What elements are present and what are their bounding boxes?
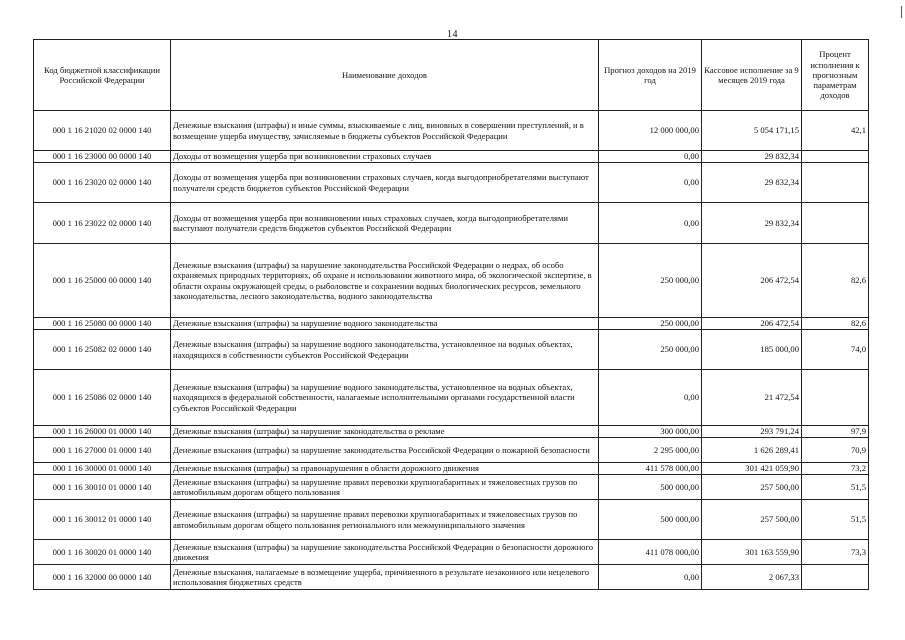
row-code: 000 1 16 30000 01 0000 140 bbox=[34, 463, 171, 475]
row-code: 000 1 16 23020 02 0000 140 bbox=[34, 163, 171, 203]
row-forecast: 300 000,00 bbox=[599, 426, 702, 438]
row-forecast: 411 578 000,00 bbox=[599, 463, 702, 475]
row-name: Денежные взыскания (штрафы) за нарушение водного законодательства bbox=[171, 318, 599, 330]
row-code: 000 1 16 25080 00 0000 140 bbox=[34, 318, 171, 330]
row-execution: 29 832,34 bbox=[702, 203, 802, 244]
row-execution: 257 500,00 bbox=[702, 475, 802, 500]
row-forecast: 0,00 bbox=[599, 151, 702, 163]
table-row bbox=[34, 565, 869, 590]
row-code: 000 1 16 25086 02 0000 140 bbox=[34, 370, 171, 426]
row-execution: 185 000,00 bbox=[702, 330, 802, 370]
row-code: 000 1 16 26000 01 0000 140 bbox=[34, 426, 171, 438]
row-name: Денежные взыскания (штрафы) за нарушение законодательства Российской Федерации о пожарной безопасности bbox=[171, 438, 599, 463]
row-forecast: 0,00 bbox=[599, 370, 702, 426]
header-code: Код бюджетной классификации Российской Федерации bbox=[34, 40, 171, 111]
row-percent: 82,6 bbox=[802, 244, 869, 318]
table-row bbox=[34, 463, 869, 475]
table-row bbox=[34, 438, 869, 463]
table-row bbox=[34, 540, 869, 565]
row-execution: 293 791,24 bbox=[702, 426, 802, 438]
row-execution: 29 832,34 bbox=[702, 151, 802, 163]
row-name: Денежные взыскания (штрафы) за нарушение законодательства Российской Федерации о безопасности дорожного движения bbox=[171, 540, 599, 565]
row-execution: 206 472,54 bbox=[702, 318, 802, 330]
table-row bbox=[34, 244, 869, 318]
row-name: Денежные взыскания (штрафы) за нарушение водного законодательства, установленное на водных объектах, находящихся в федеральной собственности, налагаемые исполнительными органами государственной власти субъектов Российской Федерации bbox=[171, 370, 599, 426]
header-forecast: Прогноз доходов на 2019 год bbox=[599, 40, 702, 111]
row-percent: 42,1 bbox=[802, 111, 869, 151]
row-percent: 73,3 bbox=[802, 540, 869, 565]
row-code: 000 1 16 32000 00 0000 140 bbox=[34, 565, 171, 590]
row-code: 000 1 16 23000 00 0000 140 bbox=[34, 151, 171, 163]
row-percent: 82,6 bbox=[802, 318, 869, 330]
row-forecast: 0,00 bbox=[599, 203, 702, 244]
row-percent bbox=[802, 565, 869, 590]
header-name: Наименование доходов bbox=[171, 40, 599, 111]
row-percent: 97,9 bbox=[802, 426, 869, 438]
table-row bbox=[34, 330, 869, 370]
row-percent bbox=[802, 151, 869, 163]
row-name: Денежные взыскания (штрафы) за нарушение правил перевозки крупногабаритных и тяжеловесных грузов по автомобильным дорогам общего пользования регионального или межмуниципального значения bbox=[171, 500, 599, 540]
row-name: Доходы от возмещения ущерба при возникновении страховых случаев, когда выгодоприобретателями выступают получатели средств бюджетов субъектов Российской Федерации bbox=[171, 163, 599, 203]
table-row bbox=[34, 318, 869, 330]
table-row bbox=[34, 370, 869, 426]
row-name: Денежные взыскания (штрафы) за нарушение законодательства о рекламе bbox=[171, 426, 599, 438]
row-percent: 51,5 bbox=[802, 500, 869, 540]
header-execution: Кассовое исполнение за 9 месяцев 2019 года bbox=[702, 40, 802, 111]
revenue-table bbox=[33, 39, 869, 590]
row-percent: 51,5 bbox=[802, 475, 869, 500]
header-percent: Процент исполнения к прогнозным параметрам доходов bbox=[802, 40, 869, 111]
row-forecast: 0,00 bbox=[599, 565, 702, 590]
row-execution: 1 626 289,41 bbox=[702, 438, 802, 463]
row-execution: 206 472,54 bbox=[702, 244, 802, 318]
row-forecast: 250 000,00 bbox=[599, 330, 702, 370]
row-execution: 301 421 059,90 bbox=[702, 463, 802, 475]
row-code: 000 1 16 25000 00 0000 140 bbox=[34, 244, 171, 318]
row-code: 000 1 16 27000 01 0000 140 bbox=[34, 438, 171, 463]
row-name: Денежные взыскания (штрафы) и иные суммы, взыскиваемые с лиц, виновных в совершении преступлений, и в возмещение ущерба имуществу, зачисляемые в бюджеты субъектов Российской Федерации bbox=[171, 111, 599, 151]
row-execution: 5 054 171,15 bbox=[702, 111, 802, 151]
table-row bbox=[34, 426, 869, 438]
table-row bbox=[34, 500, 869, 540]
table-header-row bbox=[34, 40, 869, 111]
row-execution: 29 832,34 bbox=[702, 163, 802, 203]
row-execution: 257 500,00 bbox=[702, 500, 802, 540]
row-name: Денежные взыскания (штрафы) за нарушение правил перевозки крупногабаритных и тяжеловесных грузов по автомобильным дорогам общего пользования bbox=[171, 475, 599, 500]
row-execution: 21 472,54 bbox=[702, 370, 802, 426]
row-name: Доходы от возмещения ущерба при возникновении страховых случаев bbox=[171, 151, 599, 163]
row-percent bbox=[802, 370, 869, 426]
row-forecast: 500 000,00 bbox=[599, 500, 702, 540]
row-name: Денежные взыскания (штрафы) за нарушение водного законодательства, установленное на водных объектах, находящихся в собственности субъектов Российской Федерации bbox=[171, 330, 599, 370]
row-forecast: 0,00 bbox=[599, 163, 702, 203]
row-code: 000 1 16 23022 02 0000 140 bbox=[34, 203, 171, 244]
row-percent bbox=[802, 163, 869, 203]
table-row bbox=[34, 475, 869, 500]
row-code: 000 1 16 30010 01 0000 140 bbox=[34, 475, 171, 500]
row-name: Денежные взыскания (штрафы) за правонарушения в области дорожного движения bbox=[171, 463, 599, 475]
row-code: 000 1 16 30020 01 0000 140 bbox=[34, 540, 171, 565]
row-code: 000 1 16 25082 02 0000 140 bbox=[34, 330, 171, 370]
row-name: Денежные взыскания, налагаемые в возмещение ущерба, причиненного в результате незаконного или нецелевого использования бюджетных средств bbox=[171, 565, 599, 590]
row-name: Доходы от возмещения ущерба при возникновении иных страховых случаев, когда выгодоприобретателями выступают получатели средств бюджетов субъектов Российской Федерации bbox=[171, 203, 599, 244]
table-row bbox=[34, 111, 869, 151]
row-percent bbox=[802, 203, 869, 244]
row-forecast: 411 078 000,00 bbox=[599, 540, 702, 565]
row-execution: 2 067,33 bbox=[702, 565, 802, 590]
row-forecast: 2 295 000,00 bbox=[599, 438, 702, 463]
row-execution: 301 163 559,90 bbox=[702, 540, 802, 565]
table-row bbox=[34, 151, 869, 163]
table-row bbox=[34, 203, 869, 244]
row-forecast: 12 000 000,00 bbox=[599, 111, 702, 151]
row-code: 000 1 16 30012 01 0000 140 bbox=[34, 500, 171, 540]
row-name: Денежные взыскания (штрафы) за нарушение законодательства Российской Федерации о недрах, об особо охраняемых природных территориях, об охране и использовании животного мира, об экологической экспертизе, в области охраны окружающей среды, о рыболовстве и сохранении водных биологических ресурсов, земельного законодательства, лесного законодательства, водного законодательства bbox=[171, 244, 599, 318]
row-percent: 73,2 bbox=[802, 463, 869, 475]
row-percent: 70,9 bbox=[802, 438, 869, 463]
table-row bbox=[34, 163, 869, 203]
row-forecast: 500 000,00 bbox=[599, 475, 702, 500]
row-forecast: 250 000,00 bbox=[599, 318, 702, 330]
row-percent: 74,0 bbox=[802, 330, 869, 370]
scan-edge-mark bbox=[901, 6, 902, 18]
row-code: 000 1 16 21020 02 0000 140 bbox=[34, 111, 171, 151]
page-number: 14 bbox=[447, 29, 458, 40]
row-forecast: 250 000,00 bbox=[599, 244, 702, 318]
